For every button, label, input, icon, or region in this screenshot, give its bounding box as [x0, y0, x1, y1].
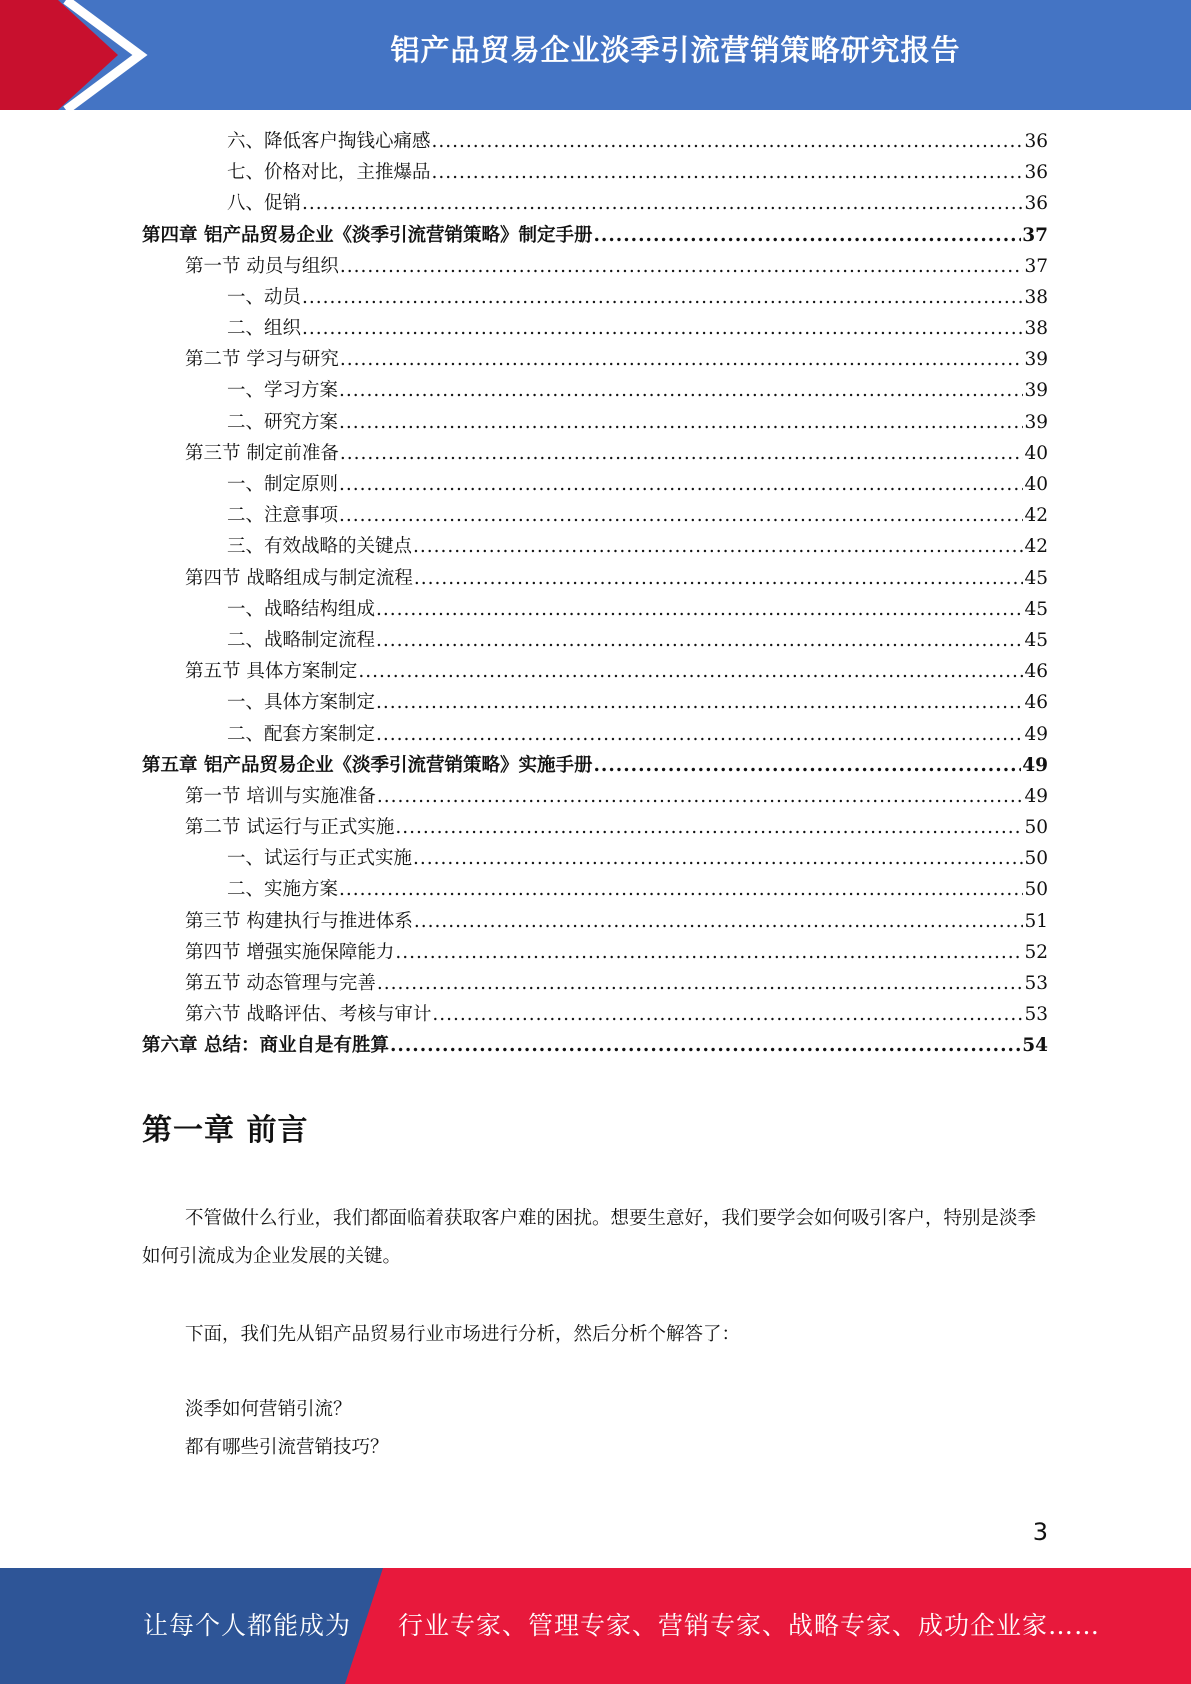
toc-entry-page: 40 — [1024, 474, 1048, 496]
toc-entry[interactable] — [142, 999, 1048, 1030]
toc-entry[interactable] — [142, 906, 1048, 937]
toc-dot-leader — [302, 313, 1023, 344]
toc-entry-page: 39 — [1024, 349, 1048, 371]
page-footer — [0, 1568, 1191, 1684]
header-arrow-decoration — [0, 0, 160, 110]
toc-entry-page: 53 — [1024, 973, 1048, 995]
toc-entry-page: 51 — [1024, 910, 1048, 932]
toc-entry[interactable] — [142, 126, 1048, 157]
toc-entry-title: 第六节 战略评估、考核与审计 — [185, 1004, 432, 1026]
toc-entry-title: 一、制定原则 — [227, 474, 339, 496]
toc-entry[interactable] — [142, 812, 1048, 843]
toc-dot-leader — [339, 407, 1023, 438]
toc-entry-title: 二、实施方案 — [227, 879, 339, 901]
toc-entry[interactable] — [142, 188, 1048, 219]
toc-entry-title: 二、配套方案制定 — [227, 723, 376, 745]
toc-entry-page: 49 — [1022, 754, 1048, 776]
toc-entry-page: 53 — [1024, 1004, 1048, 1026]
toc-dot-leader — [339, 500, 1023, 531]
toc-entry-title: 第二节 试运行与正式实施 — [185, 817, 395, 839]
toc-entry[interactable] — [142, 313, 1048, 344]
toc-entry-title: 二、注意事项 — [227, 505, 339, 527]
toc-entry[interactable] — [142, 687, 1048, 718]
toc-entry[interactable] — [142, 1030, 1048, 1061]
toc-entry-title: 第五章 铝产品贸易企业《淡季引流营销策略》实施手册 — [142, 754, 593, 776]
toc-entry-page: 39 — [1024, 380, 1048, 402]
toc-entry-title: 八、促销 — [227, 193, 302, 215]
toc-entry[interactable] — [142, 344, 1048, 375]
toc-entry[interactable] — [142, 282, 1048, 313]
toc-entry-page: 49 — [1024, 785, 1048, 807]
toc-dot-leader — [413, 531, 1023, 562]
toc-dot-leader — [377, 968, 1024, 999]
toc-entry-title: 二、组织 — [227, 318, 302, 340]
toc-entry-title: 第五节 动态管理与完善 — [185, 973, 376, 995]
toc-entry[interactable] — [142, 719, 1048, 750]
toc-entry-page: 54 — [1022, 1035, 1048, 1057]
toc-entry-title: 第五节 具体方案制定 — [185, 661, 358, 683]
toc-dot-leader — [593, 220, 1021, 251]
toc-entry[interactable] — [142, 594, 1048, 625]
toc-entry-page: 38 — [1024, 286, 1048, 308]
toc-entry[interactable] — [142, 220, 1048, 251]
page-header — [0, 0, 1191, 110]
toc-entry-page: 45 — [1024, 567, 1048, 589]
toc-entry-page: 39 — [1024, 411, 1048, 433]
toc-dot-leader — [376, 625, 1023, 656]
toc-entry[interactable] — [142, 875, 1048, 906]
toc-entry-title: 七、价格对比，主推爆品 — [227, 162, 431, 184]
toc-entry-page: 38 — [1024, 318, 1048, 340]
toc-entry-title: 一、动员 — [227, 286, 302, 308]
toc-entry-page: 46 — [1024, 692, 1048, 714]
toc-entry-title: 一、战略结构组成 — [227, 598, 376, 620]
toc-dot-leader — [302, 188, 1023, 219]
toc-entry[interactable] — [142, 469, 1048, 500]
toc-entry[interactable] — [142, 376, 1048, 407]
toc-dot-leader — [376, 719, 1023, 750]
toc-entry-page: 45 — [1024, 598, 1048, 620]
toc-entry-page: 37 — [1024, 255, 1048, 277]
toc-dot-leader — [339, 874, 1023, 905]
toc-entry-title: 一、学习方案 — [227, 380, 339, 402]
question-item: 都有哪些引流营销技巧？ — [185, 1437, 389, 1458]
toc-entry-title: 第二节 学习与研究 — [185, 349, 339, 371]
toc-dot-leader — [339, 469, 1023, 500]
toc-dot-leader — [340, 251, 1024, 282]
toc-entry[interactable] — [142, 968, 1048, 999]
toc-entry[interactable] — [142, 407, 1048, 438]
footer-slogan-left: 让每个人都能成为 — [143, 1611, 352, 1640]
analysis-paragraph: 下面，我们先从铝产品贸易行业市场进行分析，然后分析个解答了： — [185, 1324, 741, 1345]
toc-entry[interactable] — [142, 500, 1048, 531]
toc-dot-leader — [340, 344, 1024, 375]
toc-entry-page: 42 — [1024, 505, 1048, 527]
toc-entry-title: 一、具体方案制定 — [227, 692, 376, 714]
toc-entry-page: 36 — [1024, 162, 1048, 184]
toc-entry-page: 37 — [1022, 224, 1048, 246]
toc-dot-leader — [339, 375, 1023, 406]
toc-entry-title: 第一节 培训与实施准备 — [185, 785, 376, 807]
toc-entry-title: 第四章 铝产品贸易企业《淡季引流营销策略》制定手册 — [142, 224, 593, 246]
toc-entry-page: 50 — [1024, 817, 1048, 839]
toc-entry[interactable] — [142, 438, 1048, 469]
toc-entry-title: 第四节 战略组成与制定流程 — [185, 567, 413, 589]
toc-entry-page: 36 — [1024, 193, 1048, 215]
toc-dot-leader — [377, 781, 1024, 812]
toc-entry[interactable] — [142, 563, 1048, 594]
toc-entry[interactable] — [142, 750, 1048, 781]
report-title: 铝产品贸易企业淡季引流营销策略研究报告 — [390, 33, 961, 67]
page-number: 3 — [1032, 1518, 1048, 1546]
toc-dot-leader — [395, 812, 1023, 843]
toc-entry[interactable] — [142, 781, 1048, 812]
toc-entry-page: 42 — [1024, 536, 1048, 558]
toc-entry-page: 45 — [1024, 629, 1048, 651]
toc-dot-leader — [340, 438, 1024, 469]
toc-entry-title: 六、降低客户掏钱心痛感 — [227, 130, 431, 152]
toc-entry-title: 第三节 构建执行与推进体系 — [185, 910, 413, 932]
toc-entry-page: 40 — [1024, 442, 1048, 464]
toc-entry-page: 50 — [1024, 879, 1048, 901]
toc-dot-leader — [376, 687, 1023, 718]
toc-entry[interactable] — [142, 251, 1048, 282]
toc-dot-leader — [414, 563, 1024, 594]
toc-entry[interactable] — [142, 937, 1048, 968]
toc-dot-leader — [432, 999, 1023, 1030]
toc-entry-page: 46 — [1024, 661, 1048, 683]
toc-entry[interactable] — [142, 625, 1048, 656]
toc-entry-title: 二、战略制定流程 — [227, 629, 376, 651]
toc-entry-page: 36 — [1024, 130, 1048, 152]
toc-entry-title: 第四节 增强实施保障能力 — [185, 941, 395, 963]
table-of-contents — [142, 126, 1048, 1062]
toc-entry-title: 第六章 总结：商业自是有胜算 — [142, 1035, 389, 1057]
toc-entry[interactable] — [142, 656, 1048, 687]
toc-dot-leader — [432, 126, 1024, 157]
toc-dot-leader — [413, 843, 1023, 874]
toc-dot-leader — [432, 157, 1024, 188]
question-item: 淡季如何营销引流？ — [185, 1399, 352, 1420]
toc-dot-leader — [302, 282, 1023, 313]
toc-entry[interactable] — [142, 843, 1048, 874]
toc-entry[interactable] — [142, 157, 1048, 188]
toc-entry-page: 52 — [1024, 941, 1048, 963]
toc-entry-title: 三、有效战略的关键点 — [227, 536, 413, 558]
toc-entry-title: 一、试运行与正式实施 — [227, 848, 413, 870]
toc-dot-leader — [358, 656, 1023, 687]
toc-entry-title: 二、研究方案 — [227, 411, 339, 433]
footer-slogan-right: 行业专家、管理专家、营销专家、战略专家、成功企业家…… — [398, 1611, 1101, 1640]
toc-entry[interactable] — [142, 531, 1048, 562]
toc-entry-title: 第三节 制定前准备 — [185, 442, 339, 464]
toc-entry-title: 第一节 动员与组织 — [185, 255, 339, 277]
toc-dot-leader — [414, 906, 1024, 937]
toc-dot-leader — [593, 750, 1021, 781]
intro-paragraph: 不管做什么行业，我们都面临着获取客户难的困扰。想要生意好，我们要学会如何吸引客户，特别是淡季如何引流成为企业发展的关键。 — [142, 1208, 1037, 1267]
toc-dot-leader — [376, 594, 1023, 625]
toc-entry-page: 50 — [1024, 848, 1048, 870]
toc-entry-page: 49 — [1024, 723, 1048, 745]
chapter-heading: 第一章 前言 — [142, 1113, 309, 1148]
toc-dot-leader — [395, 937, 1023, 968]
toc-dot-leader — [390, 1030, 1021, 1061]
